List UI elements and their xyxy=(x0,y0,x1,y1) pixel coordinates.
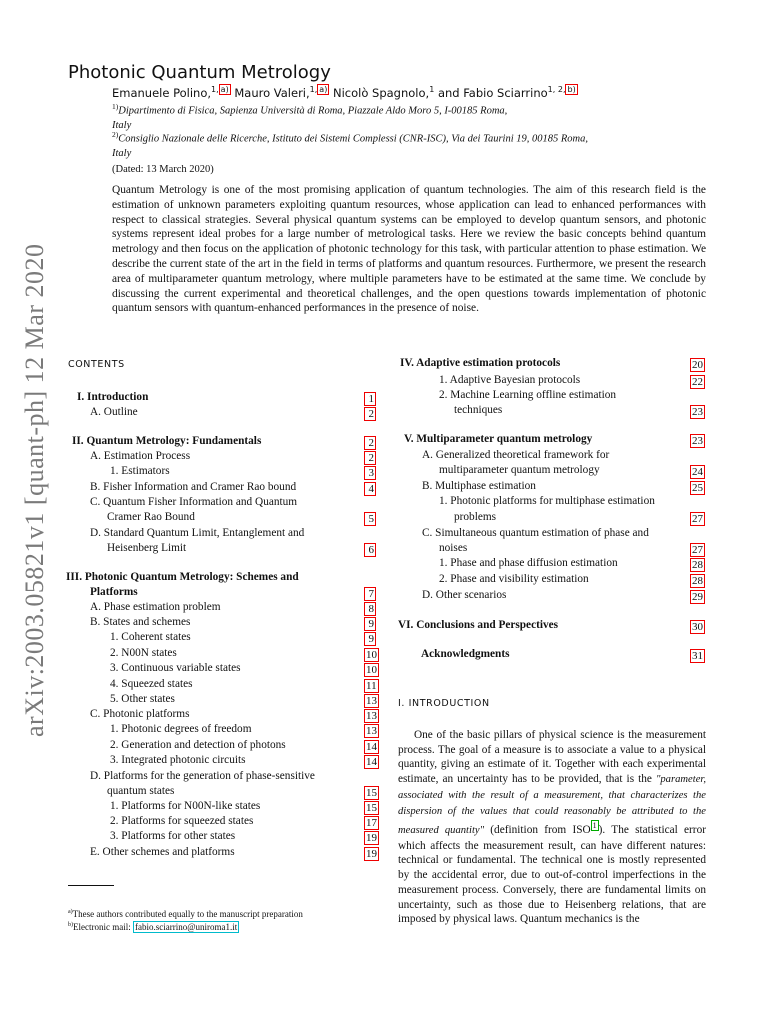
toc-page-link[interactable]: 20 xyxy=(692,359,703,371)
toc-page-link[interactable]: 2 xyxy=(364,436,376,450)
toc-entry[interactable]: IV. Adaptive estimation protocols xyxy=(400,357,561,369)
author-affil-mark: 1, xyxy=(211,85,219,94)
toc-entry[interactable]: 2. Machine Learning offline estimation xyxy=(439,389,617,401)
toc-page-link[interactable]: 13 xyxy=(366,725,377,737)
toc-entry[interactable]: noises xyxy=(439,542,468,554)
author-note-link[interactable]: b) xyxy=(567,85,576,94)
toc-page-link[interactable]: 6 xyxy=(364,543,376,557)
author-list xyxy=(112,85,578,100)
toc-entry[interactable]: A. Generalized theoretical framework for xyxy=(422,449,610,461)
toc-entry[interactable]: III. Photonic Quantum Metrology: Schemes and xyxy=(66,571,299,583)
iso-quote: "parameter, associated with the result of a measurement, that characterizes the dispersion of the values that could reasonably be attributed to the measured quantity" xyxy=(398,774,706,836)
toc-page-link[interactable]: 13 xyxy=(366,710,377,722)
toc-page-link[interactable]: 28 xyxy=(692,559,703,571)
toc-page-link[interactable]: 19 xyxy=(366,848,377,860)
toc-entry[interactable]: C. Quantum Fisher Information and Quantum xyxy=(90,496,298,508)
toc-entry[interactable]: D. Other scenarios xyxy=(422,589,507,601)
author-affil-mark: 1, 2, xyxy=(547,85,566,94)
toc-page-link[interactable]: 19 xyxy=(366,832,377,844)
toc-page-link[interactable]: 15 xyxy=(366,787,377,799)
toc-entry[interactable]: Cramer Rao Bound xyxy=(107,511,195,523)
toc-page-link[interactable]: 14 xyxy=(366,741,377,753)
footnote-text: Electronic mail: xyxy=(73,922,133,932)
toc-page-link[interactable]: 23 xyxy=(692,435,703,447)
toc-page-link[interactable]: 28 xyxy=(692,575,703,587)
affil-mark: 1) xyxy=(112,102,119,111)
affiliation-2 xyxy=(112,128,672,161)
footnote-b xyxy=(68,922,239,932)
toc-entry[interactable]: 2. N00N states xyxy=(110,647,177,659)
affil-mark: 2) xyxy=(112,130,119,139)
toc-page-link[interactable]: 11 xyxy=(366,680,377,692)
intro-text-2: (definition from ISO xyxy=(484,823,591,836)
introduction-text xyxy=(398,728,706,927)
toc-entry[interactable]: Heisenberg Limit xyxy=(107,542,187,554)
toc-page-link[interactable]: 14 xyxy=(366,756,377,768)
toc-entry[interactable]: 3. Integrated photonic circuits xyxy=(110,754,246,766)
toc-page-link[interactable]: 5 xyxy=(364,512,376,526)
toc-page-link[interactable]: 31 xyxy=(692,650,703,662)
toc-page-link[interactable]: 2 xyxy=(364,407,376,421)
affil-line: Dipartimento di Fisica, Sapienza Università di Roma, Piazzale Aldo Moro 5, I-00185 Roma, xyxy=(118,105,508,117)
toc-page-link[interactable]: 29 xyxy=(692,591,703,603)
toc-entry[interactable]: 1. Photonic degrees of freedom xyxy=(110,723,252,735)
toc-entry[interactable]: I. Introduction xyxy=(77,391,149,403)
toc-entry[interactable]: 5. Other states xyxy=(110,693,175,705)
toc-page-link[interactable]: 10 xyxy=(366,649,377,661)
toc-entry[interactable]: 2. Phase and visibility estimation xyxy=(439,573,589,585)
toc-entry[interactable]: 4. Squeezed states xyxy=(110,678,193,690)
toc-page-link[interactable]: 9 xyxy=(364,617,376,631)
toc-page-link[interactable]: 10 xyxy=(366,664,377,676)
toc-entry[interactable]: problems xyxy=(454,511,497,523)
author-note-link[interactable]: a) xyxy=(319,85,328,94)
toc-entry[interactable]: E. Other schemes and platforms xyxy=(90,846,235,858)
toc-page-link[interactable]: 27 xyxy=(692,544,703,556)
toc-entry[interactable]: quantum states xyxy=(107,785,175,797)
toc-entry[interactable]: A. Estimation Process xyxy=(90,450,191,462)
toc-entry[interactable]: C. Photonic platforms xyxy=(90,708,190,720)
toc-page-link[interactable]: 7 xyxy=(364,587,376,601)
toc-entry[interactable]: 1. Coherent states xyxy=(110,631,191,643)
dated-line: (Dated: 13 March 2020) xyxy=(112,164,214,175)
footnote-mark: a) xyxy=(68,909,73,915)
toc-page-link[interactable]: 8 xyxy=(364,602,376,616)
author-affil-mark: 1, xyxy=(309,85,318,94)
affil-line: Italy xyxy=(112,119,132,131)
toc-page-link[interactable]: 1 xyxy=(364,392,376,406)
toc-entry[interactable]: 1. Phase and phase diffusion estimation xyxy=(439,557,618,569)
toc-entry[interactable]: B. Multiphase estimation xyxy=(422,480,536,492)
paper-title: Photonic Quantum Metrology xyxy=(68,62,331,83)
toc-page-link[interactable]: 24 xyxy=(692,466,703,478)
toc-page-link[interactable]: 22 xyxy=(692,376,703,388)
author-name: and Fabio Sciarrino xyxy=(437,85,548,100)
toc-entry[interactable]: 1. Photonic platforms for multiphase estimation xyxy=(439,495,655,507)
toc-page-link[interactable]: 30 xyxy=(692,621,703,633)
intro-text-3: ). The statistical error which affects the measurement result, can have different natures: technical or fundamental. The technical one is mostly represented by the accidental error, due to out-of-control imperfections in the measurement process. Conversely, there are fundamental limits on uncertainty, such as those due to Heisenberg relations, that are imposed by physical laws. Quantum mechanics is the xyxy=(398,823,706,926)
author-name: Emanuele Polino, xyxy=(112,85,212,100)
toc-entry[interactable]: 1. Adaptive Bayesian protocols xyxy=(439,374,581,386)
toc-entry[interactable]: 3. Continuous variable states xyxy=(110,662,241,674)
toc-entry[interactable]: Platforms xyxy=(90,586,138,598)
toc-entry[interactable]: II. Quantum Metrology: Fundamentals xyxy=(72,435,262,447)
intro-text-1: One of the basic pillars of physical science is the measurement process. The goal of a measure is to associate a value to a physical quantity, giving an estimate of it. Together with each experimental estimate, an uncertainty has to be provided, that is the xyxy=(398,729,706,786)
contents-heading: CONTENTS xyxy=(68,359,125,370)
toc-entry[interactable]: V. Multiparameter quantum metrology xyxy=(404,433,593,445)
toc-entry[interactable]: multiparameter quantum metrology xyxy=(439,464,600,476)
footnote-a xyxy=(68,909,303,919)
toc-entry[interactable]: A. Phase estimation problem xyxy=(90,601,221,613)
author-note-link[interactable]: a) xyxy=(220,85,229,94)
footnote-text: These authors contributed equally to the manuscript preparation xyxy=(72,909,303,919)
toc-entry[interactable]: D. Platforms for the generation of phase-sensitive xyxy=(90,770,315,782)
toc-page-link[interactable]: 25 xyxy=(692,482,703,494)
toc-entry[interactable]: 3. Platforms for other states xyxy=(110,830,236,842)
toc-page-link[interactable]: 2 xyxy=(364,451,376,465)
toc-page-link[interactable]: 27 xyxy=(692,513,703,525)
section-heading-introduction: I. INTRODUCTION xyxy=(398,698,490,709)
toc-page-link[interactable]: 17 xyxy=(366,817,377,829)
toc-entry[interactable]: D. Standard Quantum Limit, Entanglement and xyxy=(90,527,305,539)
toc-entry[interactable]: Acknowledgments xyxy=(421,648,510,660)
toc-page-link[interactable]: 13 xyxy=(366,695,377,707)
toc-entry[interactable]: 2. Generation and detection of photons xyxy=(110,739,286,751)
toc-page-link[interactable]: 15 xyxy=(366,802,377,814)
author-name: Nicolò Spagnolo, xyxy=(332,85,430,100)
author-name: Mauro Valeri, xyxy=(234,85,310,100)
toc-entry[interactable]: 1. Estimators xyxy=(110,465,170,477)
affil-line: Italy xyxy=(112,147,132,159)
author-affil-mark: 1 xyxy=(429,85,435,94)
affil-line: Consiglio Nazionale delle Ricerche, Istituto dei Sistemi Complessi (CNR-ISC), Via dei Taurini 19, 00185 Roma, xyxy=(118,133,588,145)
toc-entry[interactable]: techniques xyxy=(454,404,503,416)
toc-entry[interactable]: B. Fisher Information and Cramer Rao bound xyxy=(90,481,297,493)
toc-page-link[interactable]: 3 xyxy=(364,466,376,480)
toc-page-link[interactable]: 23 xyxy=(692,406,703,418)
toc-entry[interactable]: 2. Platforms for squeezed states xyxy=(110,815,254,827)
arxiv-sidebar-id: arXiv:2003.05821v1 [quant-ph] 12 Mar 2020 xyxy=(20,243,49,737)
toc-entry[interactable]: VI. Conclusions and Perspectives xyxy=(398,619,559,631)
toc-entry[interactable]: B. States and schemes xyxy=(90,616,191,628)
toc-entry[interactable]: A. Outline xyxy=(90,406,138,418)
citation-link[interactable]: 1 xyxy=(592,821,597,831)
email-link[interactable]: fabio.sciarrino@uniroma1.it xyxy=(134,922,238,932)
footnote-divider xyxy=(68,885,114,886)
toc-entry[interactable]: 1. Platforms for N00N-like states xyxy=(110,800,261,812)
abstract: Quantum Metrology is one of the most promising application of quantum technologies. The aim of this research field is the estimation of unknown parameters exploiting quantum resources, whose application can lead to enhanced performances with respect to classical strategies. Several physical quantum systems can be employed to develop quantum sensors, and photonic systems represent ideal probes for a large number of metrological tasks. Here we review the basic concepts behind quantum metrology and then focus on the application of photonic technology for this task, with particular attention to phase estimation. We describe the current state of the art in the field in terms of platforms and quantum resources. Furthermore, we present the research area of multiparameter quantum metrology, where multiple parameters have to be estimated at the same time. We conclude by discussing the current experimental and theoretical challenges, and the open questions towards implementation of photonic quantum sensors with quantum-enhanced performances in the presence of noise. xyxy=(112,184,706,315)
footnote-mark: b) xyxy=(68,922,73,928)
toc-entry[interactable]: C. Simultaneous quantum estimation of phase and xyxy=(422,527,649,539)
toc-page-link[interactable]: 9 xyxy=(364,632,376,646)
toc-page-link[interactable]: 4 xyxy=(364,482,376,496)
